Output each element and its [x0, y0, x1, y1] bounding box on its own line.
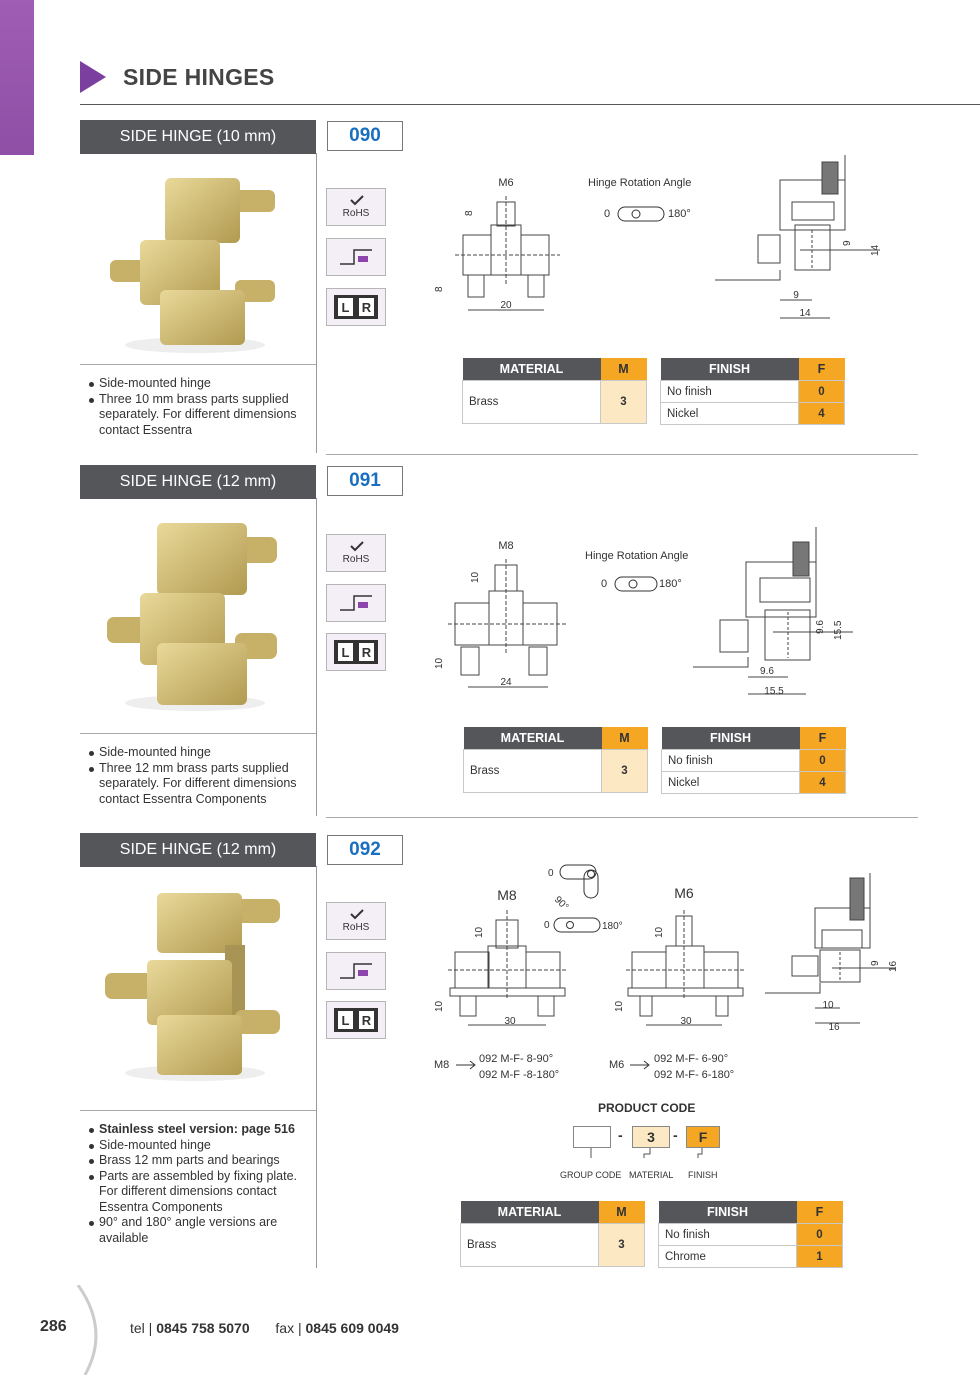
finish-header: FINISH: [661, 358, 799, 381]
section-heading: SIDE HINGE (12 mm): [80, 833, 316, 867]
feature-item: 90° and 180° angle versions are available: [88, 1215, 314, 1246]
material-code: 3: [602, 750, 648, 793]
column-divider: [316, 153, 317, 453]
material-code-header: M: [601, 358, 647, 381]
material-code-header: M: [602, 727, 648, 750]
rohs-icon: [326, 188, 386, 226]
finish-code: 1: [797, 1246, 843, 1268]
feature-item: Brass 12 mm parts and bearings: [88, 1153, 314, 1169]
variant-m8-label: M8: [434, 1059, 450, 1071]
rotation-180: 180°: [659, 578, 682, 590]
dim-label: 9.6: [760, 666, 774, 677]
finish-code-header: F: [800, 727, 846, 750]
finish-code: 0: [797, 1224, 843, 1246]
footer-contact: [130, 1320, 399, 1336]
section-heading: SIDE HINGE (10 mm): [80, 120, 316, 154]
technical-drawing-side: [760, 868, 900, 1038]
left-right-icon: [326, 288, 386, 326]
height-dim: 10: [614, 1000, 625, 1012]
variant-m8-codes: [479, 1051, 559, 1083]
product-group-code: 092: [327, 835, 403, 865]
material-table: [462, 358, 647, 424]
rotation-title: Hinge Rotation Angle: [588, 177, 692, 189]
dim-label: 16: [828, 1022, 840, 1033]
finish-name: No finish: [662, 750, 800, 772]
finish-header: FINISH: [662, 727, 800, 750]
divider: [80, 364, 316, 365]
divider: [80, 733, 316, 734]
technical-drawing-front: [428, 535, 578, 695]
side-mount-icon: [326, 584, 386, 622]
material-code: 3: [601, 381, 647, 424]
finish-code: 0: [800, 750, 846, 772]
arrow-right-icon: [456, 1060, 478, 1070]
column-divider: [316, 866, 317, 1268]
hinge-092-image: [95, 885, 295, 1085]
section-divider: [326, 817, 918, 818]
fax-label: fax |: [275, 1320, 302, 1336]
rotation-angle-icon: [600, 202, 710, 228]
rohs-icon: [326, 902, 386, 940]
material-code-box: 3: [632, 1126, 670, 1148]
section-heading: SIDE HINGE (12 mm): [80, 465, 316, 499]
lr-left-text: L: [341, 645, 350, 660]
lr-left-text: L: [341, 1013, 350, 1028]
fax-number: 0845 609 0049: [305, 1320, 399, 1336]
page-title: SIDE HINGES: [123, 64, 275, 90]
material-table: [460, 1201, 645, 1267]
width-dim: 20: [500, 300, 512, 311]
product-group-code: 091: [327, 466, 403, 496]
dash-separator: -: [618, 1127, 623, 1143]
dim-label: 10: [822, 1000, 834, 1011]
material-code: 3: [599, 1224, 645, 1267]
dim-label: 9: [870, 960, 881, 966]
rohs-text: RoHS: [342, 554, 370, 565]
dash-separator: -: [673, 1127, 678, 1143]
width-dim: 30: [680, 1016, 692, 1027]
feature-item: Parts are assembled by fixing plate. For different dimensions contact Essentra Components: [88, 1169, 314, 1216]
finish-label: FINISH: [688, 1170, 718, 1180]
variant-m6-codes: [654, 1051, 734, 1083]
lr-right-text: R: [361, 1013, 372, 1028]
material-name: Brass: [464, 750, 602, 793]
finish-table: [658, 1201, 843, 1268]
arrow-right-icon: [630, 1060, 652, 1070]
feature-item: Stainless steel version: page 516: [88, 1122, 314, 1138]
variant-code: 092 M-F- 8-90°: [479, 1053, 554, 1065]
height-dim: 10: [434, 1000, 445, 1012]
rotation-180: 180°: [602, 921, 623, 932]
height-dim: 8: [464, 210, 475, 216]
dim-label: 15.5: [764, 686, 784, 697]
finish-name: Nickel: [662, 772, 800, 794]
tel-label: tel |: [130, 1320, 153, 1336]
dim-label: 14: [870, 244, 881, 256]
lr-right-text: R: [361, 300, 372, 315]
material-header: MATERIAL: [461, 1201, 599, 1224]
finish-code: 0: [799, 381, 845, 403]
technical-drawing-front: [430, 170, 570, 320]
group-code-label: GROUP CODE: [560, 1170, 622, 1180]
column-divider: [316, 498, 317, 816]
technical-drawing-side: [710, 150, 890, 330]
side-accent-bar: [0, 0, 34, 155]
feature-list: [88, 1122, 314, 1246]
rohs-text: RoHS: [342, 922, 370, 933]
height-dim: 10: [470, 571, 481, 583]
material-header: MATERIAL: [463, 358, 601, 381]
divider: [80, 1110, 316, 1111]
finish-name: Chrome: [659, 1246, 797, 1268]
technical-drawing-side: [688, 522, 868, 702]
finish-code: 4: [799, 403, 845, 425]
dim-label: 9.6: [815, 620, 826, 634]
product-code-title: PRODUCT CODE: [598, 1101, 696, 1115]
feature-item: Side-mounted hinge: [88, 1138, 314, 1154]
rotation-90: 90°: [551, 894, 571, 913]
thread-dim: M6: [498, 177, 514, 189]
finish-header: FINISH: [659, 1201, 797, 1224]
thread-dim: M6: [674, 885, 694, 901]
variant-code: 092 M-F- 6-180°: [654, 1069, 735, 1081]
material-label: MATERIAL: [629, 1170, 674, 1180]
finish-code: 4: [800, 772, 846, 794]
tel-number: 0845 758 5070: [156, 1320, 250, 1336]
height-dim: 10: [434, 657, 445, 669]
group-code-box: [573, 1126, 611, 1148]
hinge-10mm-image: [95, 160, 295, 360]
thread-dim: M8: [497, 887, 517, 903]
side-mount-icon: [326, 238, 386, 276]
rotation-180: 180°: [668, 208, 691, 220]
width-dim: 24: [500, 677, 512, 688]
lr-left-text: L: [341, 300, 350, 315]
finish-code-header: F: [797, 1201, 843, 1224]
title-divider: [80, 104, 980, 105]
connector-lines: [560, 1148, 730, 1168]
dim-label: 16: [888, 960, 899, 972]
technical-drawing-m6: [610, 880, 760, 1030]
height-dim: 8: [434, 286, 445, 292]
feature-item: Three 10 mm brass parts supplied separately. For different dimensions contact Essentra: [88, 392, 314, 439]
feature-item: Side-mounted hinge: [88, 376, 314, 392]
left-right-icon: [326, 1001, 386, 1039]
finish-table: [660, 358, 845, 425]
side-mount-icon: [326, 952, 386, 990]
height-dim: 10: [474, 926, 485, 938]
height-dim: 10: [654, 926, 665, 938]
page-number: 286: [40, 1318, 67, 1335]
finish-name: Nickel: [661, 403, 799, 425]
rotation-title: Hinge Rotation Angle: [585, 550, 689, 562]
dim-label: 15.5: [833, 620, 844, 640]
finish-name: No finish: [661, 381, 799, 403]
rohs-icon: [326, 534, 386, 572]
title-arrow-icon: [80, 61, 106, 93]
left-right-icon: [326, 633, 386, 671]
hinge-12mm-image: [95, 515, 295, 715]
finish-name: No finish: [659, 1224, 797, 1246]
dim-label: 9: [842, 240, 853, 246]
section-divider: [326, 454, 918, 455]
thread-dim: M8: [498, 540, 514, 552]
material-name: Brass: [461, 1224, 599, 1267]
dim-label: 9: [793, 290, 799, 301]
rotation-0: 0: [548, 868, 554, 879]
rotation-0: 0: [601, 578, 608, 590]
feature-item: Side-mounted hinge: [88, 745, 314, 761]
variant-code: 092 M-F- 6-90°: [654, 1053, 729, 1065]
material-code-header: M: [599, 1201, 645, 1224]
variant-m6-label: M6: [609, 1059, 625, 1071]
rotation-0: 0: [544, 920, 550, 931]
material-header: MATERIAL: [464, 727, 602, 750]
width-dim: 30: [504, 1016, 516, 1027]
rotation-0: 0: [604, 208, 611, 220]
finish-table: [661, 727, 846, 794]
variant-code: 092 M-F -8-180°: [479, 1069, 560, 1081]
product-group-code: 090: [327, 121, 403, 151]
feature-item: Three 12 mm brass parts supplied separately. For different dimensions contact Essentra Components: [88, 761, 314, 808]
feature-list: [88, 376, 314, 438]
dim-label: 14: [799, 308, 811, 319]
material-name: Brass: [463, 381, 601, 424]
feature-list: [88, 745, 314, 807]
material-table: [463, 727, 648, 793]
rohs-text: RoHS: [342, 208, 370, 219]
finish-code-header: F: [799, 358, 845, 381]
finish-code-box: F: [686, 1126, 720, 1148]
lr-right-text: R: [361, 645, 372, 660]
